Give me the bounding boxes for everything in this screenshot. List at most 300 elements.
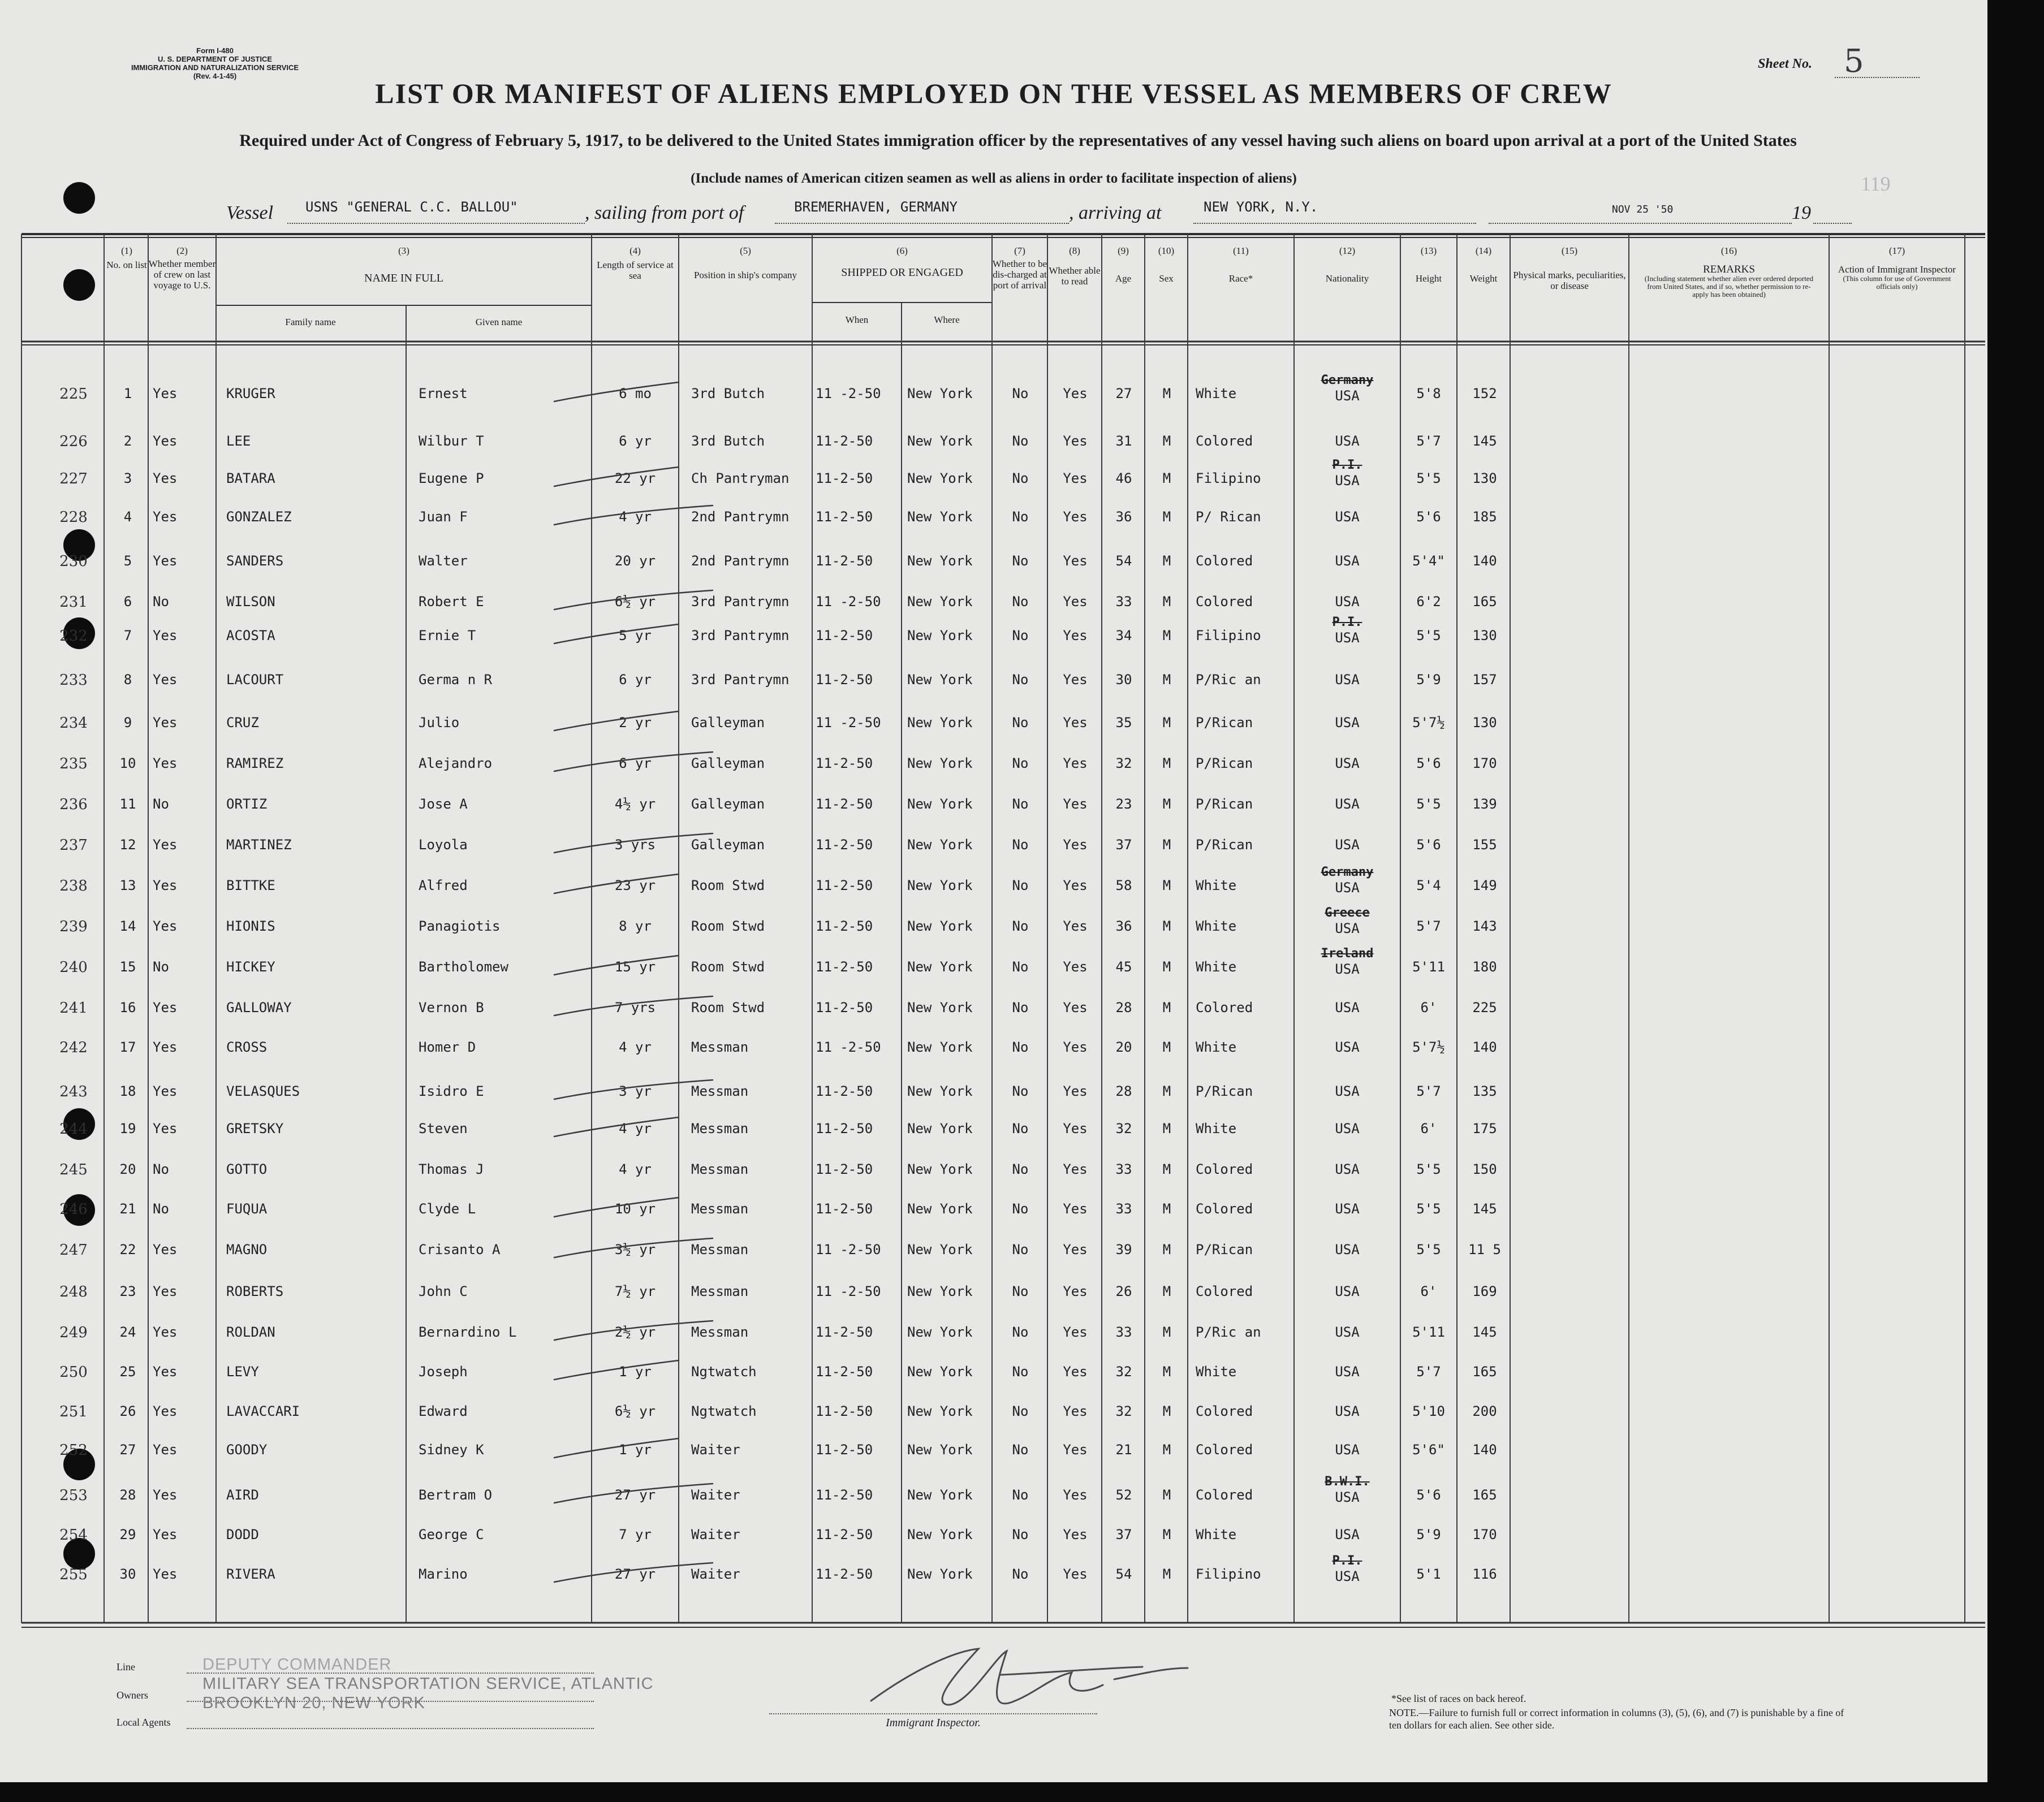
cell-position: Galleyman <box>691 755 765 771</box>
cell-given: Jose A <box>419 796 468 812</box>
cell-read: Yes <box>1063 878 1088 893</box>
cell-where: New York <box>907 1527 973 1542</box>
cell-disch: No <box>1012 433 1029 449</box>
cell-where: New York <box>907 918 973 934</box>
cell-service: 2½ yr <box>614 1324 656 1340</box>
cell-position: Messman <box>691 1201 749 1217</box>
cell-disch: No <box>1012 837 1029 853</box>
cell-no: 7 <box>123 628 132 643</box>
cell-where: New York <box>907 1566 973 1582</box>
cell-when: 11-2-50 <box>816 918 873 934</box>
cell-nat: USA <box>1335 880 1360 896</box>
cell-height: 5'11 <box>1412 1324 1445 1340</box>
cell-race: Colored <box>1196 1201 1253 1217</box>
cell-family: RAMIREZ <box>226 755 284 771</box>
cell-weight: 130 <box>1472 628 1497 643</box>
cell-sex: M <box>1162 1201 1171 1217</box>
cell-nat: USA <box>1335 509 1360 525</box>
col-15-header: (15) Physical marks, peculiarities, or disease <box>1513 245 1626 291</box>
cell-disch: No <box>1012 755 1029 771</box>
vessel-name: USNS "GENERAL C.C. BALLOU" <box>305 199 518 215</box>
cell-height: 5'6" <box>1412 1442 1445 1458</box>
col-3-header: (3) NAME IN FULL <box>364 245 443 284</box>
page-stamp: 119 <box>1861 172 1891 195</box>
col-2-header: (2) Whether member of crew on last voyage to U.S. <box>148 245 216 291</box>
cell-race: P/Rican <box>1196 796 1253 812</box>
cell-position: Ngtwatch <box>691 1403 757 1419</box>
cell-position: Ch Pantryman <box>691 470 790 486</box>
cell-service: 6 mo <box>619 386 652 401</box>
cell-nat: USA <box>1335 1039 1360 1055</box>
cell-nat: USA <box>1335 388 1360 404</box>
cell-where: New York <box>907 433 973 449</box>
cell-read: Yes <box>1063 1364 1088 1380</box>
cell-last: Yes <box>153 1364 178 1380</box>
cell-weight: 145 <box>1472 1324 1497 1340</box>
cell-m: 227 <box>59 470 88 487</box>
cell-nat: USA <box>1335 1121 1360 1136</box>
cell-last: Yes <box>153 1000 178 1015</box>
cell-when: 11-2-50 <box>816 1324 873 1340</box>
cell-service: 23 yr <box>614 878 656 893</box>
cell-service: 8 yr <box>619 918 652 934</box>
cell-position: Galleyman <box>691 715 765 731</box>
cell-age: 36 <box>1115 918 1132 934</box>
cell-nationality-former: B.W.I. <box>1325 1475 1370 1489</box>
cell-sex: M <box>1162 1242 1171 1257</box>
cell-race: P/ Rican <box>1196 509 1261 525</box>
cell-age: 46 <box>1115 470 1132 486</box>
cell-nat: USA <box>1335 433 1360 449</box>
cell-read: Yes <box>1063 509 1088 525</box>
cell-family: LACOURT <box>226 672 284 688</box>
cell-weight: 145 <box>1472 1201 1497 1217</box>
cell-service: 6 yr <box>619 672 652 688</box>
cell-when: 11 -2-50 <box>816 386 881 401</box>
cell-no: 18 <box>119 1083 136 1099</box>
cell-race: P/Rican <box>1196 837 1253 853</box>
cell-family: VELASQUES <box>226 1083 300 1099</box>
cell-m: 235 <box>59 755 88 772</box>
cell-where: New York <box>907 1000 973 1015</box>
cell-nat: USA <box>1335 715 1360 731</box>
cell-position: Messman <box>691 1083 749 1099</box>
instruction-note: (Include names of American citizen seamen as well as aliens in order to facilitate inspection of aliens) <box>691 171 1297 186</box>
cell-weight: 143 <box>1472 918 1497 934</box>
cell-last: Yes <box>153 553 178 569</box>
cell-service: 27 yr <box>614 1566 656 1582</box>
cell-last: Yes <box>153 1083 178 1099</box>
cell-when: 11-2-50 <box>816 1364 873 1380</box>
cell-position: Waiter <box>691 1566 740 1582</box>
cell-given: Ernest <box>419 386 468 401</box>
cell-when: 11 -2-50 <box>816 1242 881 1257</box>
cell-family: HICKEY <box>226 959 275 975</box>
cell-height: 5'5 <box>1416 1201 1441 1217</box>
cell-read: Yes <box>1063 918 1088 934</box>
cell-where: New York <box>907 386 973 401</box>
col-3b-header: Given name <box>475 317 523 327</box>
cell-where: New York <box>907 1487 973 1503</box>
cell-nat: USA <box>1335 1568 1360 1584</box>
cell-last: Yes <box>153 715 178 731</box>
cell-nat: USA <box>1335 961 1360 977</box>
cell-given: Isidro E <box>419 1083 484 1099</box>
cell-age: 27 <box>1115 386 1132 401</box>
cell-last: Yes <box>153 386 178 401</box>
cell-sex: M <box>1162 878 1171 893</box>
cell-height: 6' <box>1420 1000 1437 1015</box>
cell-weight: 170 <box>1472 1527 1497 1542</box>
cell-race: Colored <box>1196 1161 1253 1177</box>
cell-last: Yes <box>153 628 178 643</box>
cell-weight: 157 <box>1472 672 1497 688</box>
cell-race: Filipino <box>1196 470 1261 486</box>
cell-height: 5'4" <box>1412 553 1445 569</box>
cell-last: Yes <box>153 837 178 853</box>
sailing-from: BREMERHAVEN, GERMANY <box>794 199 958 215</box>
cell-service: 3 yr <box>619 1083 652 1099</box>
cell-last: No <box>153 1201 169 1217</box>
cell-where: New York <box>907 959 973 975</box>
cell-when: 11-2-50 <box>816 1566 873 1582</box>
cell-no: 17 <box>119 1039 136 1055</box>
cell-read: Yes <box>1063 1566 1088 1582</box>
cell-disch: No <box>1012 470 1029 486</box>
cell-weight: 169 <box>1472 1284 1497 1299</box>
cell-nat: USA <box>1335 796 1360 812</box>
cell-disch: No <box>1012 1121 1029 1136</box>
cell-weight: 11 5 <box>1468 1242 1501 1257</box>
cell-position: 3rd Pantrymn <box>691 594 790 610</box>
cell-family: SANDERS <box>226 553 284 569</box>
cell-age: 23 <box>1115 796 1132 812</box>
cell-no: 29 <box>119 1527 136 1542</box>
cell-nat: USA <box>1335 1201 1360 1217</box>
cell-m: 241 <box>59 1000 88 1017</box>
cell-sex: M <box>1162 553 1171 569</box>
cell-height: 5'7½ <box>1412 715 1445 731</box>
form-revision: (Rev. 4-1-45) <box>193 72 237 80</box>
cell-read: Yes <box>1063 715 1088 731</box>
cell-weight: 152 <box>1472 386 1497 401</box>
cell-service: 4½ yr <box>614 796 656 812</box>
cell-m: 255 <box>59 1566 88 1583</box>
cell-nat: USA <box>1335 837 1360 853</box>
col-8-header: (8) Whether able to read <box>1049 245 1101 287</box>
cell-position: Room Stwd <box>691 918 765 934</box>
col-4-header: (4) Length of service at sea <box>597 245 674 281</box>
col-16-header: (16) REMARKS (Including statement whether alien ever ordered deported from United States, and if so, whether permission to re-apply has been obtained) <box>1644 245 1814 299</box>
cell-race: Filipino <box>1196 1566 1261 1582</box>
cell-last: Yes <box>153 1121 178 1136</box>
cell-m: 231 <box>59 594 88 611</box>
cell-age: 37 <box>1115 1527 1132 1542</box>
cell-sex: M <box>1162 1566 1171 1582</box>
cell-age: 32 <box>1115 755 1132 771</box>
cell-weight: 180 <box>1472 959 1497 975</box>
page-subtitle: Required under Act of Congress of February 5, 1917, to be delivered to the United States immigration officer by the representatives of any vessel having such aliens on board upon arrival at a port of the United States <box>239 131 1797 150</box>
col-11-header: (11) Race* <box>1228 245 1253 284</box>
cell-sex: M <box>1162 1487 1171 1503</box>
cell-read: Yes <box>1063 1403 1088 1419</box>
cell-age: 39 <box>1115 1242 1132 1257</box>
cell-height: 5'5 <box>1416 1161 1441 1177</box>
cell-last: Yes <box>153 1442 178 1458</box>
cell-service: 4 yr <box>619 1039 652 1055</box>
cell-given: Juan F <box>419 509 468 525</box>
cell-m: 252 <box>59 1442 88 1459</box>
cell-service: 6½ yr <box>614 594 656 610</box>
cell-weight: 140 <box>1472 1039 1497 1055</box>
cell-read: Yes <box>1063 594 1088 610</box>
cell-when: 11-2-50 <box>816 1083 873 1099</box>
cell-m: 239 <box>59 918 88 935</box>
cell-service: 3½ yr <box>614 1242 656 1257</box>
cell-where: New York <box>907 1083 973 1099</box>
cell-where: New York <box>907 1442 973 1458</box>
cell-given: Vernon B <box>419 1000 484 1015</box>
cell-nationality-former: Greece <box>1325 906 1370 920</box>
cell-no: 25 <box>119 1364 136 1380</box>
cell-given: Panagiotis <box>419 918 501 934</box>
cell-position: Waiter <box>691 1527 740 1542</box>
cell-disch: No <box>1012 1487 1029 1503</box>
cell-sex: M <box>1162 1324 1171 1340</box>
cell-height: 5'7½ <box>1412 1039 1445 1055</box>
cell-m: 225 <box>59 386 88 403</box>
cell-no: 23 <box>119 1284 136 1299</box>
cell-given: Germa n R <box>419 672 493 688</box>
cell-given: Crisanto A <box>419 1242 501 1257</box>
cell-last: No <box>153 594 169 610</box>
col-5-header: (5) Position in ship's company <box>693 245 797 280</box>
cell-last: No <box>153 796 169 812</box>
cell-last: Yes <box>153 918 178 934</box>
cell-where: New York <box>907 715 973 731</box>
cell-age: 54 <box>1115 1566 1132 1582</box>
cell-age: 20 <box>1115 1039 1132 1055</box>
cell-height: 5'11 <box>1412 959 1445 975</box>
cell-read: Yes <box>1063 837 1088 853</box>
cell-where: New York <box>907 1161 973 1177</box>
cell-sex: M <box>1162 628 1171 643</box>
cell-height: 6' <box>1420 1284 1437 1299</box>
col-6b-header: Where <box>934 314 960 325</box>
cell-given: Loyola <box>419 837 468 853</box>
cell-family: ACOSTA <box>226 628 275 643</box>
stamp-line-3: BROOKLYN 20, NEW YORK <box>202 1694 425 1712</box>
cell-last: Yes <box>153 878 178 893</box>
cell-race: White <box>1196 1039 1237 1055</box>
cell-position: Messman <box>691 1121 749 1136</box>
cell-when: 11-2-50 <box>816 1161 873 1177</box>
cell-family: GALLOWAY <box>226 1000 292 1015</box>
cell-last: No <box>153 1161 169 1177</box>
cell-m: 226 <box>59 433 88 450</box>
cell-last: Yes <box>153 672 178 688</box>
cell-no: 3 <box>123 470 132 486</box>
cell-position: Galleyman <box>691 837 765 853</box>
cell-disch: No <box>1012 386 1029 401</box>
cell-height: 5'7 <box>1416 918 1441 934</box>
cell-weight: 165 <box>1472 1487 1497 1503</box>
cell-weight: 150 <box>1472 1161 1497 1177</box>
cell-family: RIVERA <box>226 1566 275 1582</box>
cell-sex: M <box>1162 672 1171 688</box>
cell-when: 11-2-50 <box>816 878 873 893</box>
cell-sex: M <box>1162 959 1171 975</box>
cell-weight: 139 <box>1472 796 1497 812</box>
cell-service: 1 yr <box>619 1364 652 1380</box>
stamp-line-2: MILITARY SEA TRANSPORTATION SERVICE, ATLANTIC <box>202 1675 654 1693</box>
cell-where: New York <box>907 1364 973 1380</box>
cell-read: Yes <box>1063 1442 1088 1458</box>
cell-sex: M <box>1162 796 1171 812</box>
cell-no: 4 <box>123 509 132 525</box>
cell-race: White <box>1196 1121 1237 1136</box>
cell-no: 22 <box>119 1242 136 1257</box>
cell-nat: USA <box>1335 1403 1360 1419</box>
cell-position: Waiter <box>691 1487 740 1503</box>
cell-weight: 140 <box>1472 1442 1497 1458</box>
cell-read: Yes <box>1063 1284 1088 1299</box>
cell-last: Yes <box>153 1039 178 1055</box>
cell-weight: 130 <box>1472 470 1497 486</box>
cell-weight: 165 <box>1472 594 1497 610</box>
cell-family: BITTKE <box>226 878 275 893</box>
cell-read: Yes <box>1063 433 1088 449</box>
cell-sex: M <box>1162 1442 1171 1458</box>
cell-m: 246 <box>59 1201 88 1218</box>
cell-disch: No <box>1012 1364 1029 1380</box>
cell-family: BATARA <box>226 470 275 486</box>
cell-no: 21 <box>119 1201 136 1217</box>
cell-m: 242 <box>59 1039 88 1056</box>
cell-family: LEVY <box>226 1364 259 1380</box>
cell-nat: USA <box>1335 594 1360 610</box>
local-agents-label: Local Agents <box>117 1717 171 1728</box>
cell-sex: M <box>1162 433 1171 449</box>
cell-race: P/Ric an <box>1196 672 1261 688</box>
cell-when: 11 -2-50 <box>816 715 881 731</box>
cell-service: 22 yr <box>614 470 656 486</box>
cell-no: 13 <box>119 878 136 893</box>
cell-disch: No <box>1012 1201 1029 1217</box>
col-13-header: (13) Height <box>1415 245 1442 284</box>
service-name: IMMIGRATION AND NATURALIZATION SERVICE <box>131 63 299 72</box>
cell-m: 244 <box>59 1121 88 1138</box>
cell-position: 3rd Pantrymn <box>691 628 790 643</box>
cell-given: George C <box>419 1527 484 1542</box>
cell-sex: M <box>1162 1364 1171 1380</box>
cell-service: 2 yr <box>619 715 652 731</box>
cell-race: Colored <box>1196 1403 1253 1419</box>
cell-no: 20 <box>119 1161 136 1177</box>
cell-where: New York <box>907 755 973 771</box>
cell-where: New York <box>907 628 973 643</box>
cell-nat: USA <box>1335 1083 1360 1099</box>
cell-where: New York <box>907 1242 973 1257</box>
cell-nat: USA <box>1335 553 1360 569</box>
cell-no: 19 <box>119 1121 136 1136</box>
col-12-header: (12) Nationality <box>1325 245 1369 284</box>
cell-position: Room Stwd <box>691 1000 765 1015</box>
cell-read: Yes <box>1063 1039 1088 1055</box>
cell-when: 11 -2-50 <box>816 1284 881 1299</box>
cell-last: Yes <box>153 1527 178 1542</box>
cell-sex: M <box>1162 837 1171 853</box>
cell-position: Room Stwd <box>691 878 765 893</box>
cell-nat: USA <box>1335 1161 1360 1177</box>
cell-no: 8 <box>123 672 132 688</box>
cell-weight: 140 <box>1472 553 1497 569</box>
cell-no: 15 <box>119 959 136 975</box>
cell-nat: USA <box>1335 755 1360 771</box>
cell-sex: M <box>1162 1083 1171 1099</box>
cell-read: Yes <box>1063 755 1088 771</box>
cell-height: 5'5 <box>1416 628 1441 643</box>
col-6a-header: When <box>845 314 869 325</box>
col-17-header: (17) Action of Immigrant Inspector (This column for use of Government officials only) <box>1838 245 1956 291</box>
cell-disch: No <box>1012 715 1029 731</box>
cell-last: Yes <box>153 1324 178 1340</box>
col-1-header: (1) No. on list <box>106 245 147 270</box>
cell-last: Yes <box>153 470 178 486</box>
cell-last: Yes <box>153 1403 178 1419</box>
cell-family: GOODY <box>226 1442 268 1458</box>
cell-m: 240 <box>59 959 88 976</box>
cell-last: Yes <box>153 1566 178 1582</box>
cell-disch: No <box>1012 959 1029 975</box>
cell-where: New York <box>907 594 973 610</box>
cell-given: Julio <box>419 715 460 731</box>
cell-read: Yes <box>1063 470 1088 486</box>
cell-position: Messman <box>691 1324 749 1340</box>
cell-read: Yes <box>1063 1161 1088 1177</box>
cell-nat: USA <box>1335 921 1360 936</box>
cell-when: 11 -2-50 <box>816 1039 881 1055</box>
cell-race: Colored <box>1196 1442 1253 1458</box>
cell-disch: No <box>1012 1284 1029 1299</box>
cell-position: 3rd Butch <box>691 433 765 449</box>
page-title: LIST OR MANIFEST OF ALIENS EMPLOYED ON THE VESSEL AS MEMBERS OF CREW <box>375 77 1612 109</box>
cell-height: 5'8 <box>1416 386 1441 401</box>
cell-sex: M <box>1162 1121 1171 1136</box>
cell-age: 33 <box>1115 1161 1132 1177</box>
cell-race: White <box>1196 918 1237 934</box>
cell-read: Yes <box>1063 1121 1088 1136</box>
cell-no: 10 <box>119 755 136 771</box>
cell-position: Messman <box>691 1161 749 1177</box>
cell-service: 27 yr <box>614 1487 656 1503</box>
cell-given: Alfred <box>419 878 468 893</box>
cell-service: 3 yrs <box>614 837 656 853</box>
cell-given: Steven <box>419 1121 468 1136</box>
cell-given: Wilbur T <box>419 433 484 449</box>
cell-height: 6' <box>1420 1121 1437 1136</box>
cell-where: New York <box>907 1121 973 1136</box>
cell-age: 28 <box>1115 1083 1132 1099</box>
cell-disch: No <box>1012 509 1029 525</box>
cell-disch: No <box>1012 1324 1029 1340</box>
cell-last: Yes <box>153 1284 178 1299</box>
cell-when: 11-2-50 <box>816 433 873 449</box>
cell-position: 2nd Pantrymn <box>691 553 790 569</box>
cell-when: 11-2-50 <box>816 1403 873 1419</box>
cell-age: 32 <box>1115 1403 1132 1419</box>
cell-given: Robert E <box>419 594 484 610</box>
